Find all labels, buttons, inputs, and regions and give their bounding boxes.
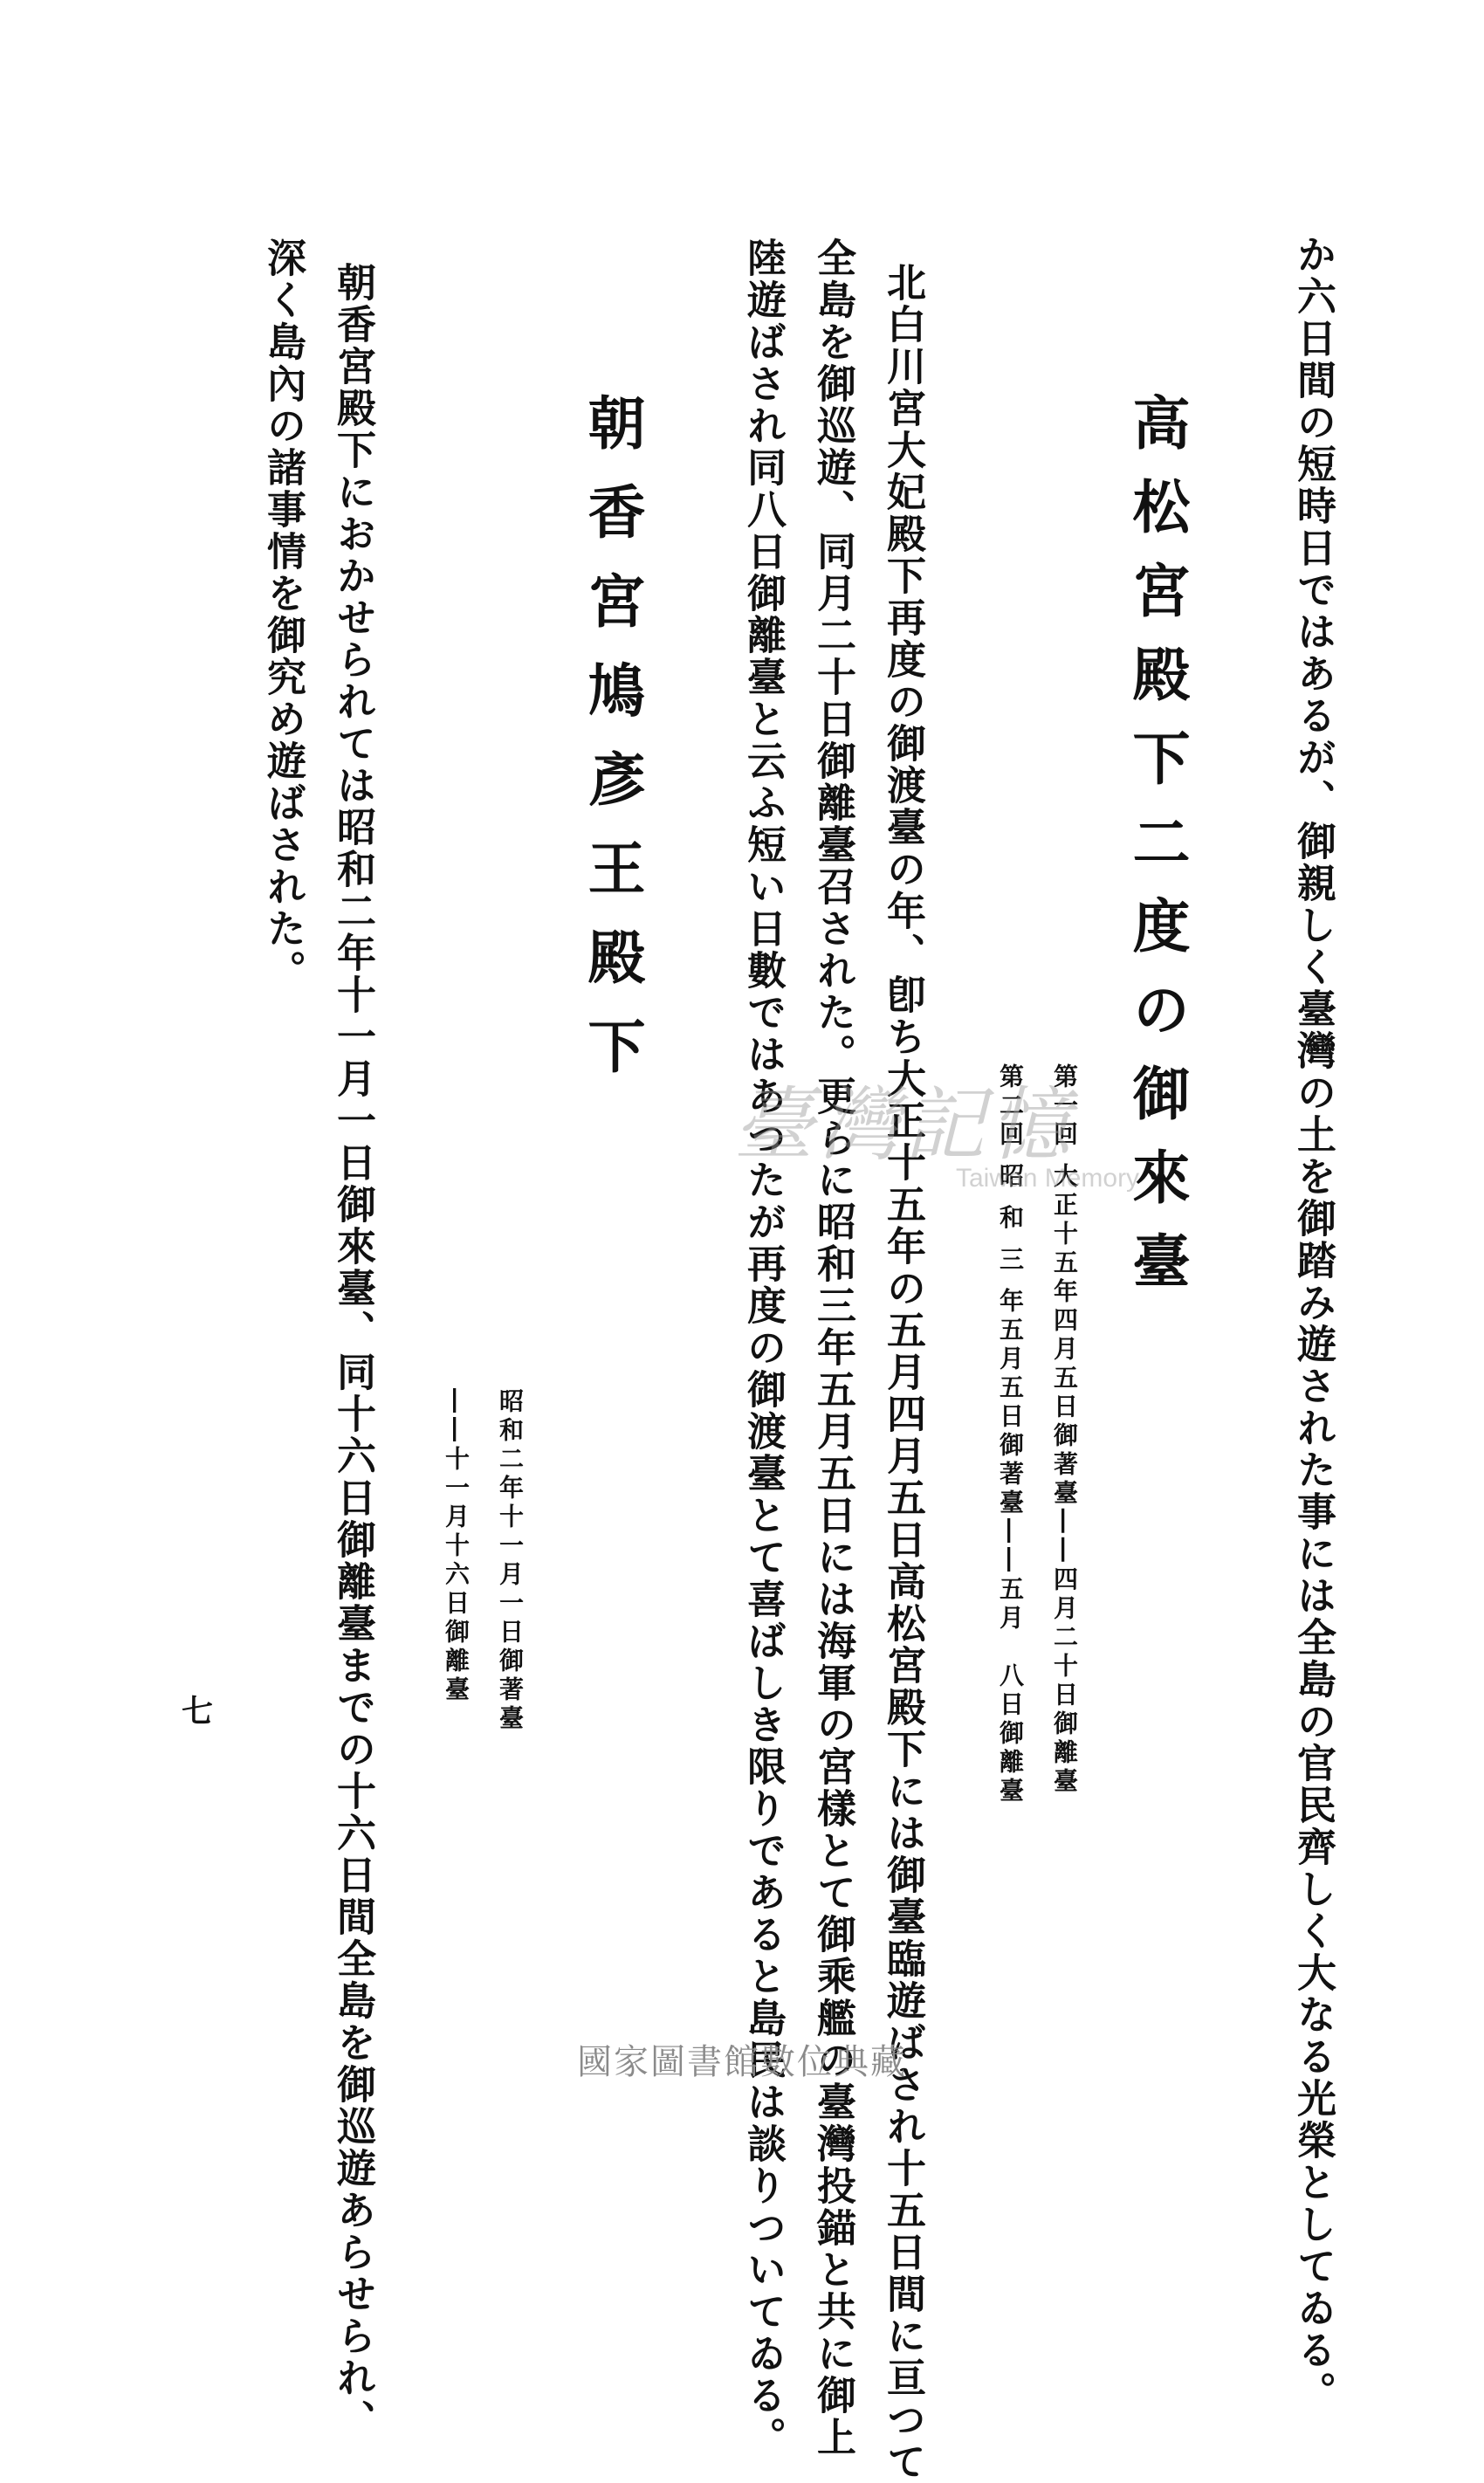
text-column-1: か六日間の短時日ではあるが、御親しく臺灣の土を御踏み遊された事には全島の官民齊しく大なる光榮としてゐる。 [1290, 234, 1336, 2413]
text-column-3: 全島を御巡遊、同月二十日御離臺召された。更らに昭和三年五月五日には海軍の宮樣とて御乘艦の臺灣投錨と共に御上 [810, 237, 856, 2459]
text-column-2: 北白川宮大妃殿下再度の御渡臺の年、卽ち大正十五年の五月四月五日高松宮殿下には御臺臨遊ばされ十五日間に亘つて [880, 262, 926, 2483]
visit-date-departure: ――十一月十六日御離臺 [442, 1388, 471, 1705]
page-number: 七 [182, 1693, 214, 1730]
text-column-6: 深く島內の諸事情を御究め遊ばされた。 [260, 237, 306, 992]
visit-record-1: 第一回 大正十五年四月五日御著臺――四月二十日御離臺 [1050, 1063, 1079, 1797]
visit-date-arrival: 昭和二年十一月一日御著臺 [496, 1388, 525, 1734]
section-title-takamatsu: 高松宮殿下二度の御來臺 [1123, 393, 1191, 1315]
text-column-5: 朝香宮殿下におかせられては昭和二年十一月一日御來臺、同十六日御離臺までの十六日間全島を御巡遊あらせられ、 [330, 262, 376, 2441]
watermark-logo-text: 臺灣記憶 [733, 1078, 1076, 1172]
visit-record-2: 第二回 昭 和 三 年五月五日御著臺――五月 八日御離臺 [996, 1063, 1025, 1806]
footer-credit: 國家圖書館數位典藏 [577, 2042, 907, 2082]
section-title-asaka: 朝香宮鳩彥王殿下 [578, 393, 646, 1105]
text-column-4: 陸遊ばされ同八日御離臺と云ふ短い日數ではあつたが再度の御渡臺とて喜ばしき限りであると島民は談りついてゐる。 [740, 237, 787, 2459]
watermark-subtext: Taiwan Memory [956, 1164, 1140, 1193]
taiwan-memory-watermark [733, 1061, 1187, 1192]
